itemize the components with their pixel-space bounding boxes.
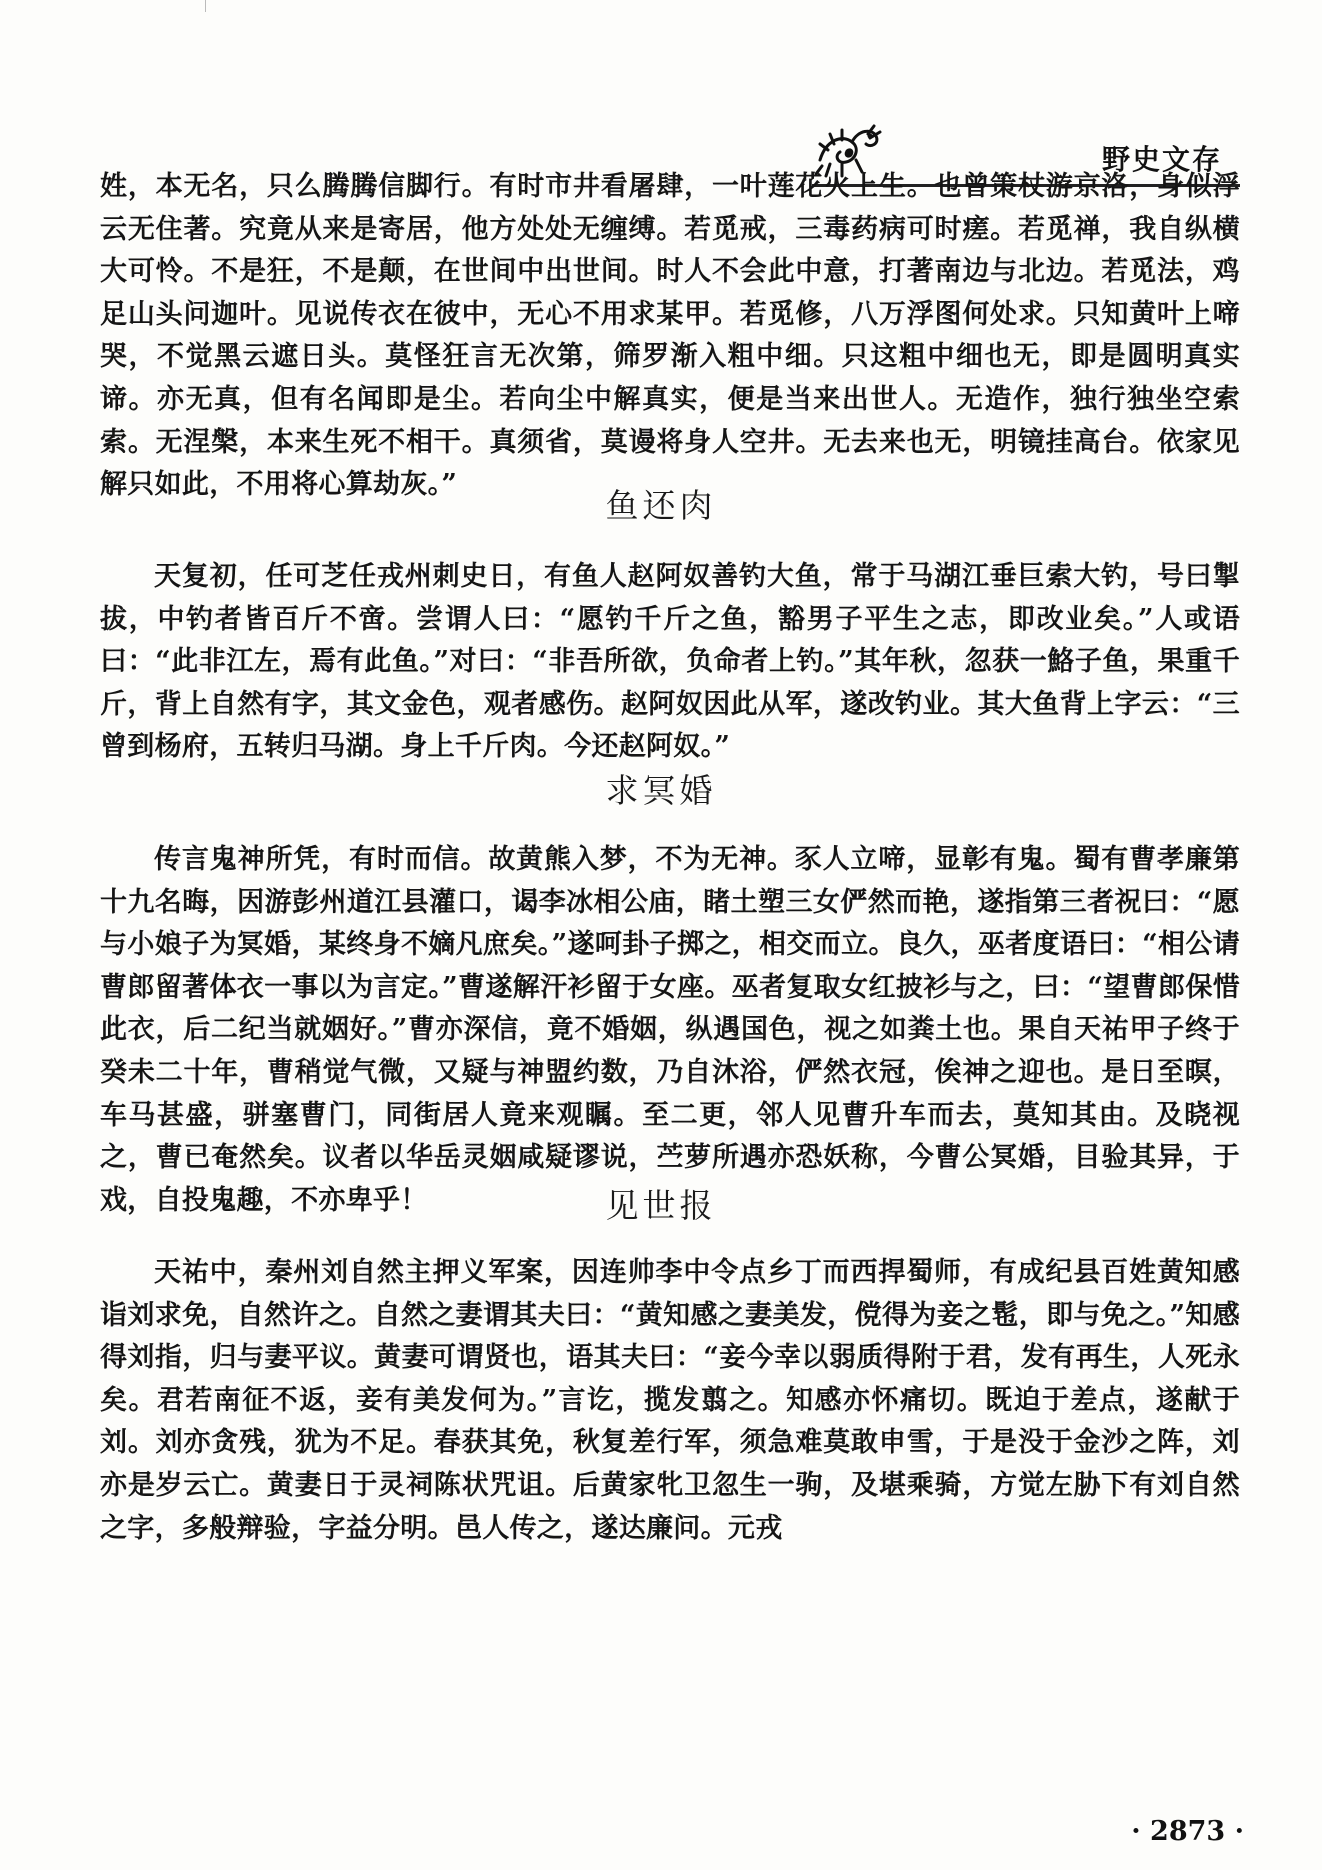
section-body-retribution — [100, 1252, 1240, 1550]
section-title-retribution: 见世报 — [605, 1186, 717, 1225]
continuation-paragraph: 姓，本无名，只么腾腾信脚行。有时市井看屠肆，一叶莲花火上生。也曾策杖游京洛，身似浮云无住著。究竟从来是寄居，他方处处无缠缚。若觅戒，三毒药病可时瘥。若觅禅，我自纵横大可怜。不是狂，不是颠，在世间中出世间。时人不会此中意，打著南边与北边。若觅法，鸡足山头问迦叶。见说传衣在彼中，无心不用求某甲。若觅修，八万浮图何处求。只知黄叶上啼哭，不觉黑云遮日头。莫怪狂言无次第，筛罗渐入粗中细。只这粗中细也无，即是圆明真实谛。亦无真，但有名闻即是尘。若向尘中解真实，便是当来出世人。无造作，独行独坐空索索。无涅槃，本来生死不相干。真须省，莫谩将身人空井。无去来也无，明镜挂高台。依家见解只如此，不用将心算劫灰。” — [100, 171, 1240, 501]
book-series-title: 野史文存 — [1101, 143, 1222, 176]
section-paragraph: 天祐中，秦州刘自然主押义军案，因连帅李中令点乡丁而西捍蜀师，有成纪县百姓黄知感诣刘求免，自然许之。自然之妻谓其夫曰：“黄知感之妻美发，傥得为妾之髢，即与免之。”知感得刘指，归与妻平议。黄妻可谓贤也，语其夫曰：“妾今幸以弱质得附于君，发有再生，人死永矣。君若南征不返，妾有美发何为。”言讫，揽发翦之。知感亦怀痛切。既迫于差点，遂献于刘。刘亦贪残，犹为不足。春获其免，秋复差行军，须急难莫敢申雪，于是没于金沙之阵，刘亦是岁云亡。黄妻日于灵祠陈状咒诅。后黄家牝卫忽生一驹，及堪乘骑，方觉左胁下有刘自然之字，多般辩验，字益分明。邑人传之，遂达廉问。元戎 — [100, 1257, 1240, 1544]
section-body-fish — [100, 556, 1240, 769]
section-paragraph: 传言鬼神所凭，有时而信。故黄熊入梦，不为无神。豕人立啼，显彰有鬼。蜀有曹孝廉第十九名晦，因游彭州道江县灌口，谒李冰相公庙，睹土塑三女俨然而艳，遂指第三者祝曰：“愿与小娘子为冥婚，某终身不嫡凡庶矣。”遂呵卦子掷之，相交而立。良久，巫者度语曰：“相公请曹郎留著体衣一事以为言定。”曹遂解汗衫留于女座。巫者复取女红披衫与之，曰：“望曹郎保惜此衣，后二纪当就姻好。”曹亦深信，竟不婚姻，纵遇国色，视之如粪土也。果自天祐甲子终于癸未二十年，曹稍觉气微，又疑与神盟约数，乃自沐浴，俨然衣冠，俟神之迎也。是日至暝，车马甚盛，骈塞曹门，同街居人竟来观瞩。至二更，邻人见曹升车而去，莫知其由。及晓视之，曹已奄然矣。议者以华岳灵姻咸疑谬说，苎萝所遇亦恐妖称，今曹公冥婚，目验其异，于戏，自投鬼趣，不亦卑乎！ — [100, 844, 1240, 1216]
section-paragraph: 天复初，任可芝任戎州刺史日，有鱼人赵阿奴善钓大鱼，常于马湖江垂巨索大钓，号曰掣拔，中钓者皆百斤不啻。尝谓人曰：“愿钓千斤之鱼，豁男子平生之志，即改业矣。”人或语曰：“此非江左，焉有此鱼。”对曰：“非吾所欲，负命者上钓。”其年秋，忽获一鮥子鱼，果重千斤，背上自然有字，其文金色，观者感伤。赵阿奴因此从军，遂改钓业。其大鱼背上字云：“三曾到杨府，五转归马湖。身上千斤肉。今还赵阿奴。” — [100, 561, 1240, 763]
section-title-fish: 鱼还肉 — [605, 486, 717, 525]
continuation-text-block — [100, 166, 1240, 507]
section-title-ghost-marriage: 求冥婚 — [605, 771, 717, 810]
section-body-ghost-marriage — [100, 839, 1240, 1222]
page-number: · 2873 · — [1131, 1816, 1244, 1847]
scan-speck — [205, 0, 206, 12]
